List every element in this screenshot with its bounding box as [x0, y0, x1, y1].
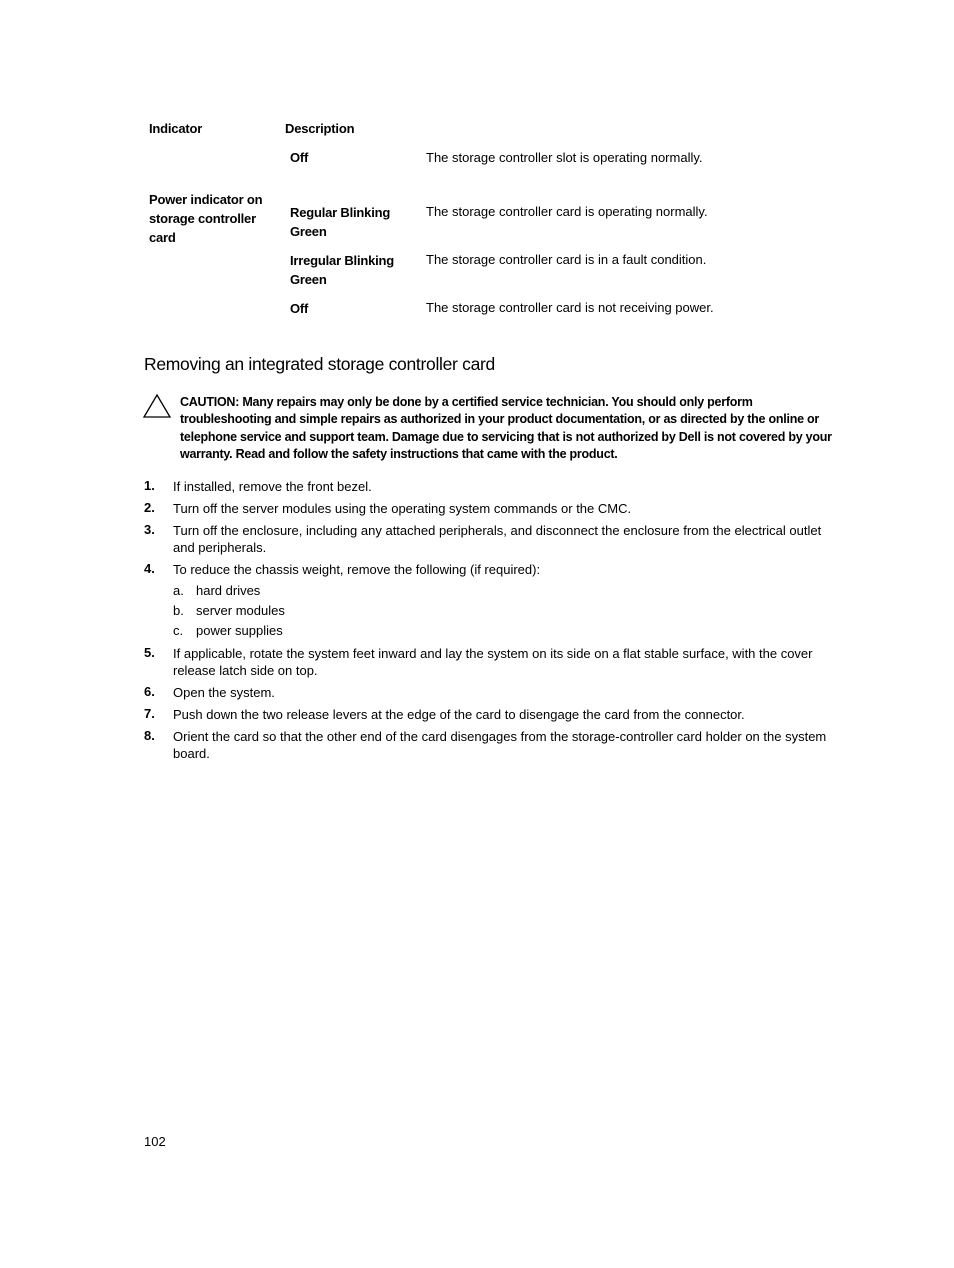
substep-letter: b.: [173, 603, 184, 618]
caution-text: CAUTION: Many repairs may only be done by a certified service technician. You should only perform troubleshooting and simple repairs as authorized in your product documentation, or as directed by the online or telephone service and support team. Damage due to servicing that is not authorized by Dell is not covered by your warranty. Read and follow the safety instructions that came with the product.: [180, 395, 832, 461]
table-row-description: The storage controller card is in a fault condition.: [426, 252, 707, 267]
table-row-state: Irregular Blinking Green: [290, 253, 395, 287]
substep-text: hard drives: [196, 583, 261, 598]
step-text: Push down the two release levers at the edge of the card to disengage the card from the connector.: [173, 707, 745, 722]
step-text: Orient the card so that the other end of the card disengages from the storage-controller card holder on the system board.: [173, 729, 827, 762]
substep-letter: a.: [173, 583, 184, 598]
table-row-state: Off: [290, 301, 309, 316]
step-number: 6.: [144, 684, 155, 699]
table-row-state: Regular Blinking Green: [290, 205, 391, 239]
step-number: 1.: [144, 478, 155, 493]
substep-text: server modules: [196, 603, 285, 618]
table-row-state: Off: [290, 150, 309, 165]
step-number: 7.: [144, 706, 155, 721]
step-number: 3.: [144, 522, 155, 537]
page-number: 102: [144, 1134, 166, 1149]
step-number: 8.: [144, 728, 155, 743]
substep-text: power supplies: [196, 623, 283, 638]
step-text: Turn off the server modules using the operating system commands or the CMC.: [173, 501, 632, 516]
step-text: If installed, remove the front bezel.: [173, 479, 372, 494]
step-number: 4.: [144, 561, 155, 576]
step-text: To reduce the chassis weight, remove the following (if required):: [173, 562, 541, 577]
step-text: If applicable, rotate the system feet inward and lay the system on its side on a flat stable surface, with the cover release latch side on top.: [173, 646, 813, 679]
table-row-description: The storage controller card is operating normally.: [426, 204, 708, 219]
step-text: Turn off the enclosure, including any attached peripherals, and disconnect the enclosure from the electrical outlet and peripherals.: [173, 523, 822, 556]
substep-letter: c.: [173, 623, 184, 638]
section-title: Removing an integrated storage controller card: [144, 354, 495, 374]
table-group-label: Power indicator on storage controller card: [149, 192, 263, 245]
step-number: 2.: [144, 500, 155, 515]
step-text: Open the system.: [173, 685, 275, 700]
table-row-description: The storage controller slot is operating normally.: [426, 150, 703, 165]
warning-triangle-icon: [142, 393, 172, 419]
table-row-description: The storage controller card is not receiving power.: [426, 300, 714, 315]
table-header-description: Description: [285, 121, 355, 136]
step-number: 5.: [144, 645, 155, 660]
table-header-indicator: Indicator: [149, 121, 203, 136]
